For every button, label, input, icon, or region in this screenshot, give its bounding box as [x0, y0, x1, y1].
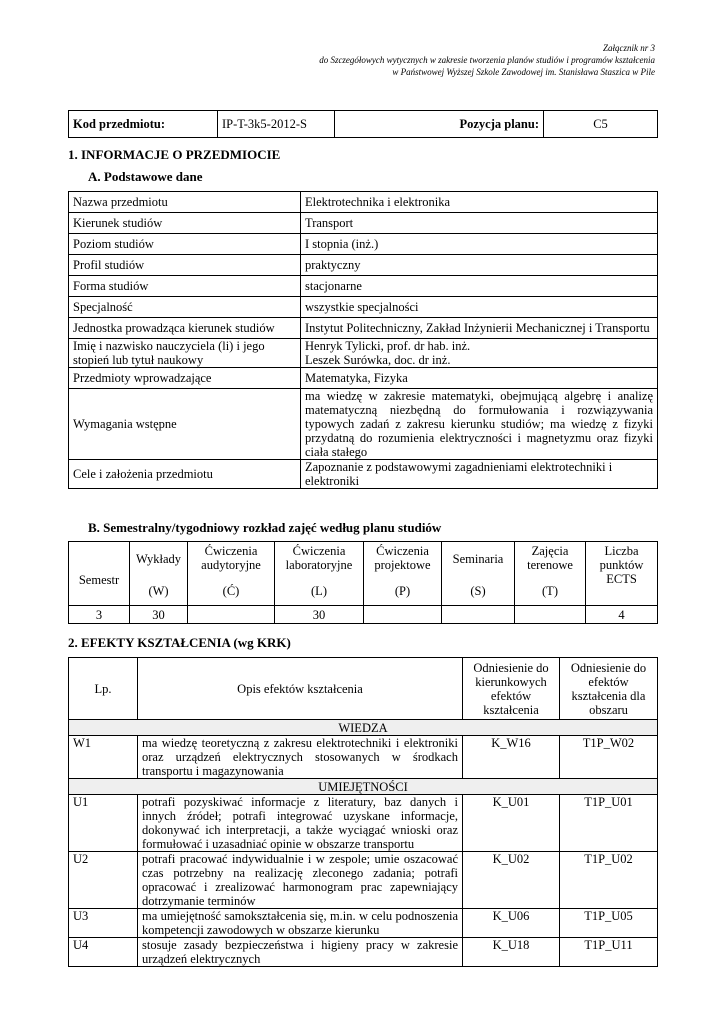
section-1a-title: A. Podstawowe dane [88, 169, 203, 184]
basic-data-label: Kierunek studiów [69, 213, 301, 234]
basic-data-row [69, 297, 658, 318]
effect-obsz: T1P_W02 [560, 736, 658, 779]
cell-cw-audytoryjne [188, 606, 275, 624]
basic-data-label: Nazwa przedmiotu [69, 192, 301, 213]
basic-data-value: ma wiedzę w zakresie matematyki, obejmującą algebrę i analizę matematyczną niezbędną do formułowania i rozwiązywania typowych zadań z zakresu kierunku studiów; ma wiedzę z fizyki przydatną do rozumienia elektryczności i magnetyzmu oraz fizyki ciała stałego [301, 389, 658, 460]
effect-row [69, 938, 658, 967]
schedule-row [69, 606, 658, 624]
cell-wyklady: 30 [130, 606, 188, 624]
basic-data-label: Poziom studiów [69, 234, 301, 255]
effect-opis: ma wiedzę teoretyczną z zakresu elektrotechniki i elektroniki oraz urządzeń elektrycznych stosowanych w środkach transportu i magazynowania [138, 736, 463, 779]
effect-opis: stosuje zasady bezpieczeństwa i higieny pracy w zakresie urządzeń elektrycznych [138, 938, 463, 967]
header-cw-projektowe [364, 542, 442, 606]
attachment-note [319, 42, 655, 78]
basic-data-value: Zapoznanie z podstawowymi zagadnieniami elektrotechniki i elektroniki [301, 460, 658, 489]
basic-data-label: Specjalność [69, 297, 301, 318]
basic-data-label: Imię i nazwisko nauczyciela (li) i jego stopień lub tytuł naukowy [69, 339, 301, 368]
cell-ects: 4 [586, 606, 658, 624]
effect-kier: K_U01 [463, 795, 560, 852]
effect-opis: potrafi pracować indywidualnie i w zespole; umie oszacować czas potrzebny na realizację zleconego zadania; potrafi opracować i zrealizować harmonogram prac zapewniający dotrzymanie terminów [138, 852, 463, 909]
header-cw-projektowe-label: Ćwiczenia projektowe [374, 544, 431, 572]
header-opis: Opis efektów kształcenia [138, 658, 463, 720]
header-cw-audytoryjne-symbol: (Ć) [222, 584, 240, 598]
effect-kier: K_U02 [463, 852, 560, 909]
basic-data-row [69, 339, 658, 368]
header-ects: Liczba punktów ECTS [586, 542, 658, 606]
basic-data-label: Cele i założenia przedmiotu [69, 460, 301, 489]
effect-lp: U3 [69, 909, 138, 938]
effect-lp: U1 [69, 795, 138, 852]
basic-data-value: Instytut Politechniczny, Zakład Inżynierii Mechanicznej i Transportu [301, 318, 658, 339]
effect-opis: potrafi pozyskiwać informacje z literatury, baz danych i innych źródeł; potrafi integrować uzyskane informacje, dokonywać ich interpretacji, a także wyciągać wnioski oraz formułować i uzasadniać opinie w obszarze transportu [138, 795, 463, 852]
basic-data-row [69, 255, 658, 276]
effect-row [69, 736, 658, 779]
cell-cw-laboratoryjne: 30 [275, 606, 364, 624]
basic-data-value: praktyczny [301, 255, 658, 276]
effect-lp: W1 [69, 736, 138, 779]
header-cw-audytoryjne-label: Ćwiczenia audytoryjne [201, 544, 261, 572]
basic-data-value: Matematyka, Fizyka [301, 368, 658, 389]
header-cw-laboratoryjne-label: Ćwiczenia laboratoryjne [285, 544, 353, 572]
cell-seminaria [442, 606, 515, 624]
category-wiedza: WIEDZA [69, 720, 658, 736]
header-obszar: Odniesienie do efektów kształcenia dla obszaru [560, 658, 658, 720]
basic-data-row [69, 213, 658, 234]
section-2-title: 2. EFEKTY KSZTAŁCENIA (wg KRK) [68, 635, 291, 650]
attachment-note-line3: w Państwowej Wyższej Szkole Zawodowej im. Stanisława Staszica w Pile [392, 67, 655, 77]
schedule-table [68, 541, 658, 624]
basic-data-value: Transport [301, 213, 658, 234]
effect-opis: ma umiejętność samokształcenia się, m.in. w celu podnoszenia kompetencji zawodowych w obszarze kierunku [138, 909, 463, 938]
section-1-title: 1. INFORMACJE O PRZEDMIOCIE [68, 147, 281, 162]
header-wyklady-label: Wykłady [135, 552, 182, 566]
cell-zajecia-terenowe [515, 606, 586, 624]
basic-data-value: I stopnia (inż.) [301, 234, 658, 255]
header-seminaria [442, 542, 515, 606]
plan-position-value: C5 [544, 111, 658, 138]
effect-row [69, 852, 658, 909]
basic-data-row [69, 192, 658, 213]
effect-row [69, 909, 658, 938]
effect-row [69, 795, 658, 852]
cell-semestr: 3 [69, 606, 130, 624]
basic-data-label: Jednostka prowadząca kierunek studiów [69, 318, 301, 339]
basic-data-label: Wymagania wstępne [69, 389, 301, 460]
basic-data-value: Henryk Tylicki, prof. dr hab. inż. Leszek Surówka, doc. dr inż. [301, 339, 658, 368]
plan-position-label: Pozycja planu: [335, 111, 544, 138]
effect-kier: K_W16 [463, 736, 560, 779]
effect-obsz: T1P_U02 [560, 852, 658, 909]
basic-data-table [68, 191, 658, 489]
effect-obsz: T1P_U05 [560, 909, 658, 938]
header-lp: Lp. [69, 658, 138, 720]
basic-data-label: Forma studiów [69, 276, 301, 297]
course-code-label: Kod przedmiotu: [69, 111, 218, 138]
header-seminaria-symbol: (S) [470, 584, 486, 598]
basic-data-label: Profil studiów [69, 255, 301, 276]
header-cw-laboratoryjne-symbol: (L) [311, 584, 327, 598]
category-umiejetnosci: UMIEJĘTNOŚCI [69, 779, 658, 795]
header-wyklady [130, 542, 188, 606]
basic-data-label: Przedmioty wprowadzające [69, 368, 301, 389]
attachment-note-line1: Załącznik nr 3 [602, 43, 655, 53]
header-zajecia-terenowe-label: Zajęcia terenowe [527, 544, 573, 572]
effect-lp: U2 [69, 852, 138, 909]
attachment-note-line2: do Szczegółowych wytycznych w zakresie tworzenia planów studiów i programów kształcenia [319, 55, 655, 65]
effect-obsz: T1P_U11 [560, 938, 658, 967]
effect-lp: U4 [69, 938, 138, 967]
effect-kier: K_U18 [463, 938, 560, 967]
basic-data-row [69, 460, 658, 489]
basic-data-value: wszystkie specjalności [301, 297, 658, 318]
header-zajecia-terenowe-symbol: (T) [542, 584, 558, 598]
header-seminaria-label: Seminaria [452, 552, 504, 566]
effect-kier: K_U06 [463, 909, 560, 938]
header-cw-audytoryjne [188, 542, 275, 606]
course-code-table [68, 110, 658, 138]
header-wyklady-symbol: (W) [148, 584, 169, 598]
basic-data-row [69, 276, 658, 297]
basic-data-row [69, 234, 658, 255]
basic-data-value: stacjonarne [301, 276, 658, 297]
course-code-value: IP-T-3k5-2012-S [218, 111, 335, 138]
cell-cw-projektowe [364, 606, 442, 624]
header-cw-laboratoryjne [275, 542, 364, 606]
header-zajecia-terenowe [515, 542, 586, 606]
basic-data-row [69, 368, 658, 389]
basic-data-row [69, 389, 658, 460]
basic-data-row [69, 318, 658, 339]
header-kierunkowe: Odniesienie do kierunkowych efektów kształcenia [463, 658, 560, 720]
section-1b-title: B. Semestralny/tygodniowy rozkład zajęć według planu studiów [88, 520, 442, 535]
effects-table [68, 657, 658, 967]
header-semestr: Semestr [69, 542, 130, 606]
effect-obsz: T1P_U01 [560, 795, 658, 852]
basic-data-value: Elektrotechnika i elektronika [301, 192, 658, 213]
header-cw-projektowe-symbol: (P) [394, 584, 411, 598]
